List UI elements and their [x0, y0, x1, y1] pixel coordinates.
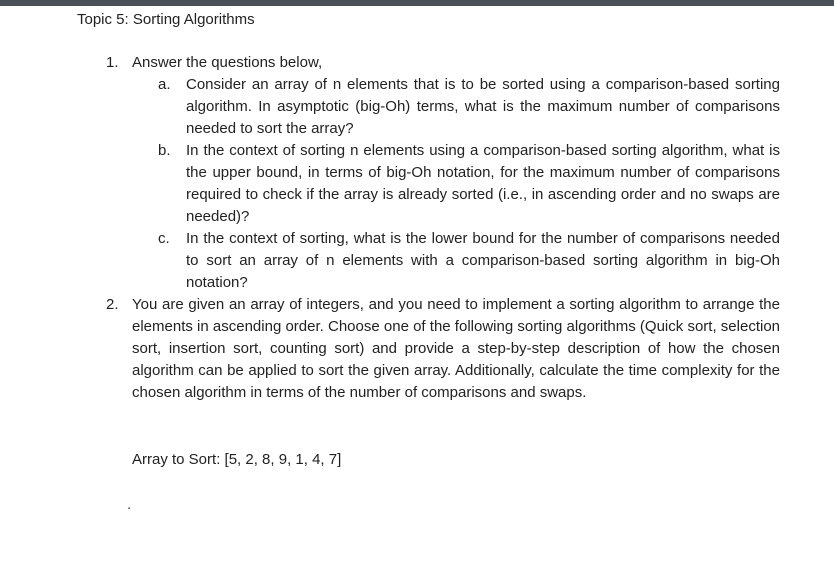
subquestion-a-text: Consider an array of n elements that is to be sorted using a comparison-based sorting algorithm. In asymptotic (big-Oh) terms, what is the maximum number of comparisons needed to sort the array? [186, 76, 780, 137]
subquestion-a-letter: a. [158, 76, 171, 93]
subquestion-b-text: In the context of sorting n elements using a comparison-based sorting algorithm, what is the upper bound, in terms of big-Oh notation, for the maximum number of comparisons required to check if the array is already sorted (i.e., in ascending order and no swaps are needed)? [186, 142, 780, 225]
subquestion-c-text: In the context of sorting, what is the lower bound for the number of comparisons needed to sort an array of n elements with a comparison-based sorting algorithm in big-Oh notation? [186, 230, 780, 291]
stray-mark: . [127, 496, 132, 513]
question-2-number: 2. [106, 296, 119, 313]
question-1-number: 1. [106, 54, 119, 71]
page-title: Topic 5: Sorting Algorithms [77, 11, 255, 28]
question-2-text: You are given an array of integers, and you need to implement a sorting algorithm to arrange the elements in ascending order. Choose one of the following sorting algorithms (Quick sort, selection sort, insertion sort, counting sort) and provide a step-by-step description of how the chosen algorithm can be applied to sort the given array. Additionally, calculate the time complexity for the chosen algorithm in terms of the number of comparisons and swaps. [132, 296, 780, 401]
array-to-sort: Array to Sort: [5, 2, 8, 9, 1, 4, 7] [132, 451, 342, 468]
top-border-bar [0, 0, 834, 6]
question-1-text: Answer the questions below, [132, 54, 323, 71]
subquestion-c-letter: c. [158, 230, 170, 247]
subquestion-b-letter: b. [158, 142, 171, 159]
